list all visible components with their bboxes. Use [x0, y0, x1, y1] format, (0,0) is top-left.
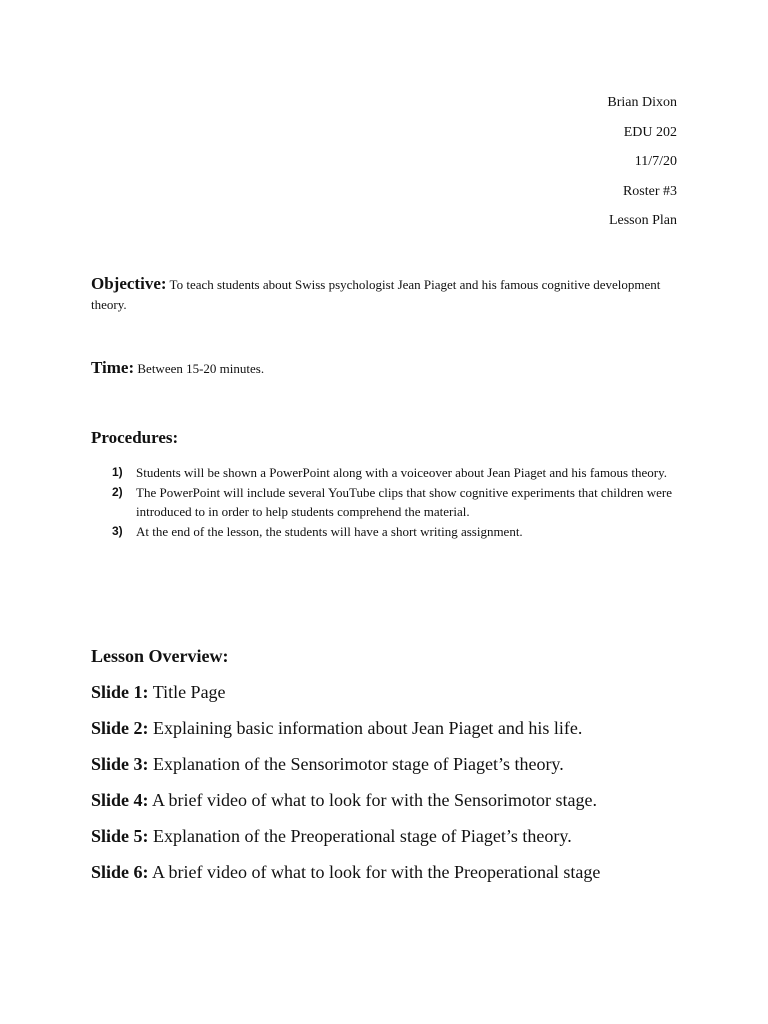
slide-entry [91, 752, 731, 788]
slide-description: Explaining basic information about Jean Piaget and his life. [153, 718, 583, 738]
list-item [112, 463, 682, 483]
slide-label: Slide 3: [91, 754, 149, 774]
slide-description: A brief video of what to look for with the Sensorimotor stage. [152, 790, 597, 810]
lesson-overview-section [91, 644, 731, 896]
slide-description: A brief video of what to look for with the Preoperational stage [152, 862, 601, 882]
slide-description: Explanation of the Preoperational stage of Piaget’s theory. [153, 826, 572, 846]
header-block [607, 94, 677, 242]
slide-entry [91, 860, 731, 896]
slide-entry [91, 788, 731, 824]
slide-label: Slide 2: [91, 718, 149, 738]
roster-number: Roster #3 [622, 183, 677, 199]
slide-entry [91, 824, 731, 860]
slide-label: Slide 5: [91, 826, 149, 846]
slide-description: Title Page [152, 682, 226, 702]
list-text: At the end of the lesson, the students will have a short writing assignment. [136, 523, 523, 539]
procedures-heading: Procedures: [91, 428, 179, 447]
list-number: 1) [112, 465, 123, 479]
objective-text: To teach students about Swiss psychologist Jean Piaget and his famous cognitive development theory. [91, 277, 661, 312]
course-code: EDU 202 [623, 124, 677, 140]
lesson-overview-heading: Lesson Overview: [91, 646, 229, 666]
list-text: Students will be shown a PowerPoint along with a voiceover about Jean Piaget and his famous theory. [136, 465, 667, 480]
list-number: 2) [112, 484, 123, 499]
slide-label: Slide 4: [91, 790, 149, 810]
list-item [112, 483, 682, 522]
slide-label: Slide 1: [91, 682, 149, 702]
objective-label: Objective: [91, 274, 167, 293]
procedures-list [112, 463, 682, 541]
document-type: Lesson Plan [608, 213, 677, 228]
slide-label: Slide 6: [91, 862, 149, 882]
time-section [91, 358, 264, 378]
slide-description: Explanation of the Sensorimotor stage of Piaget’s theory. [153, 754, 564, 774]
objective-section [91, 274, 691, 315]
list-text: The PowerPoint will include several YouTube clips that show cognitive experiments that children were introduced to in order to help students comprehend the material. [136, 484, 673, 519]
slide-entry [91, 716, 731, 752]
list-item [112, 522, 682, 542]
time-text: Between 15-20 minutes. [137, 361, 265, 376]
list-number: 3) [112, 523, 123, 538]
author-name: Brian Dixon [607, 95, 677, 110]
document-date: 11/7/20 [634, 154, 677, 169]
time-label: Time: [91, 358, 135, 377]
slide-entry [91, 680, 731, 716]
